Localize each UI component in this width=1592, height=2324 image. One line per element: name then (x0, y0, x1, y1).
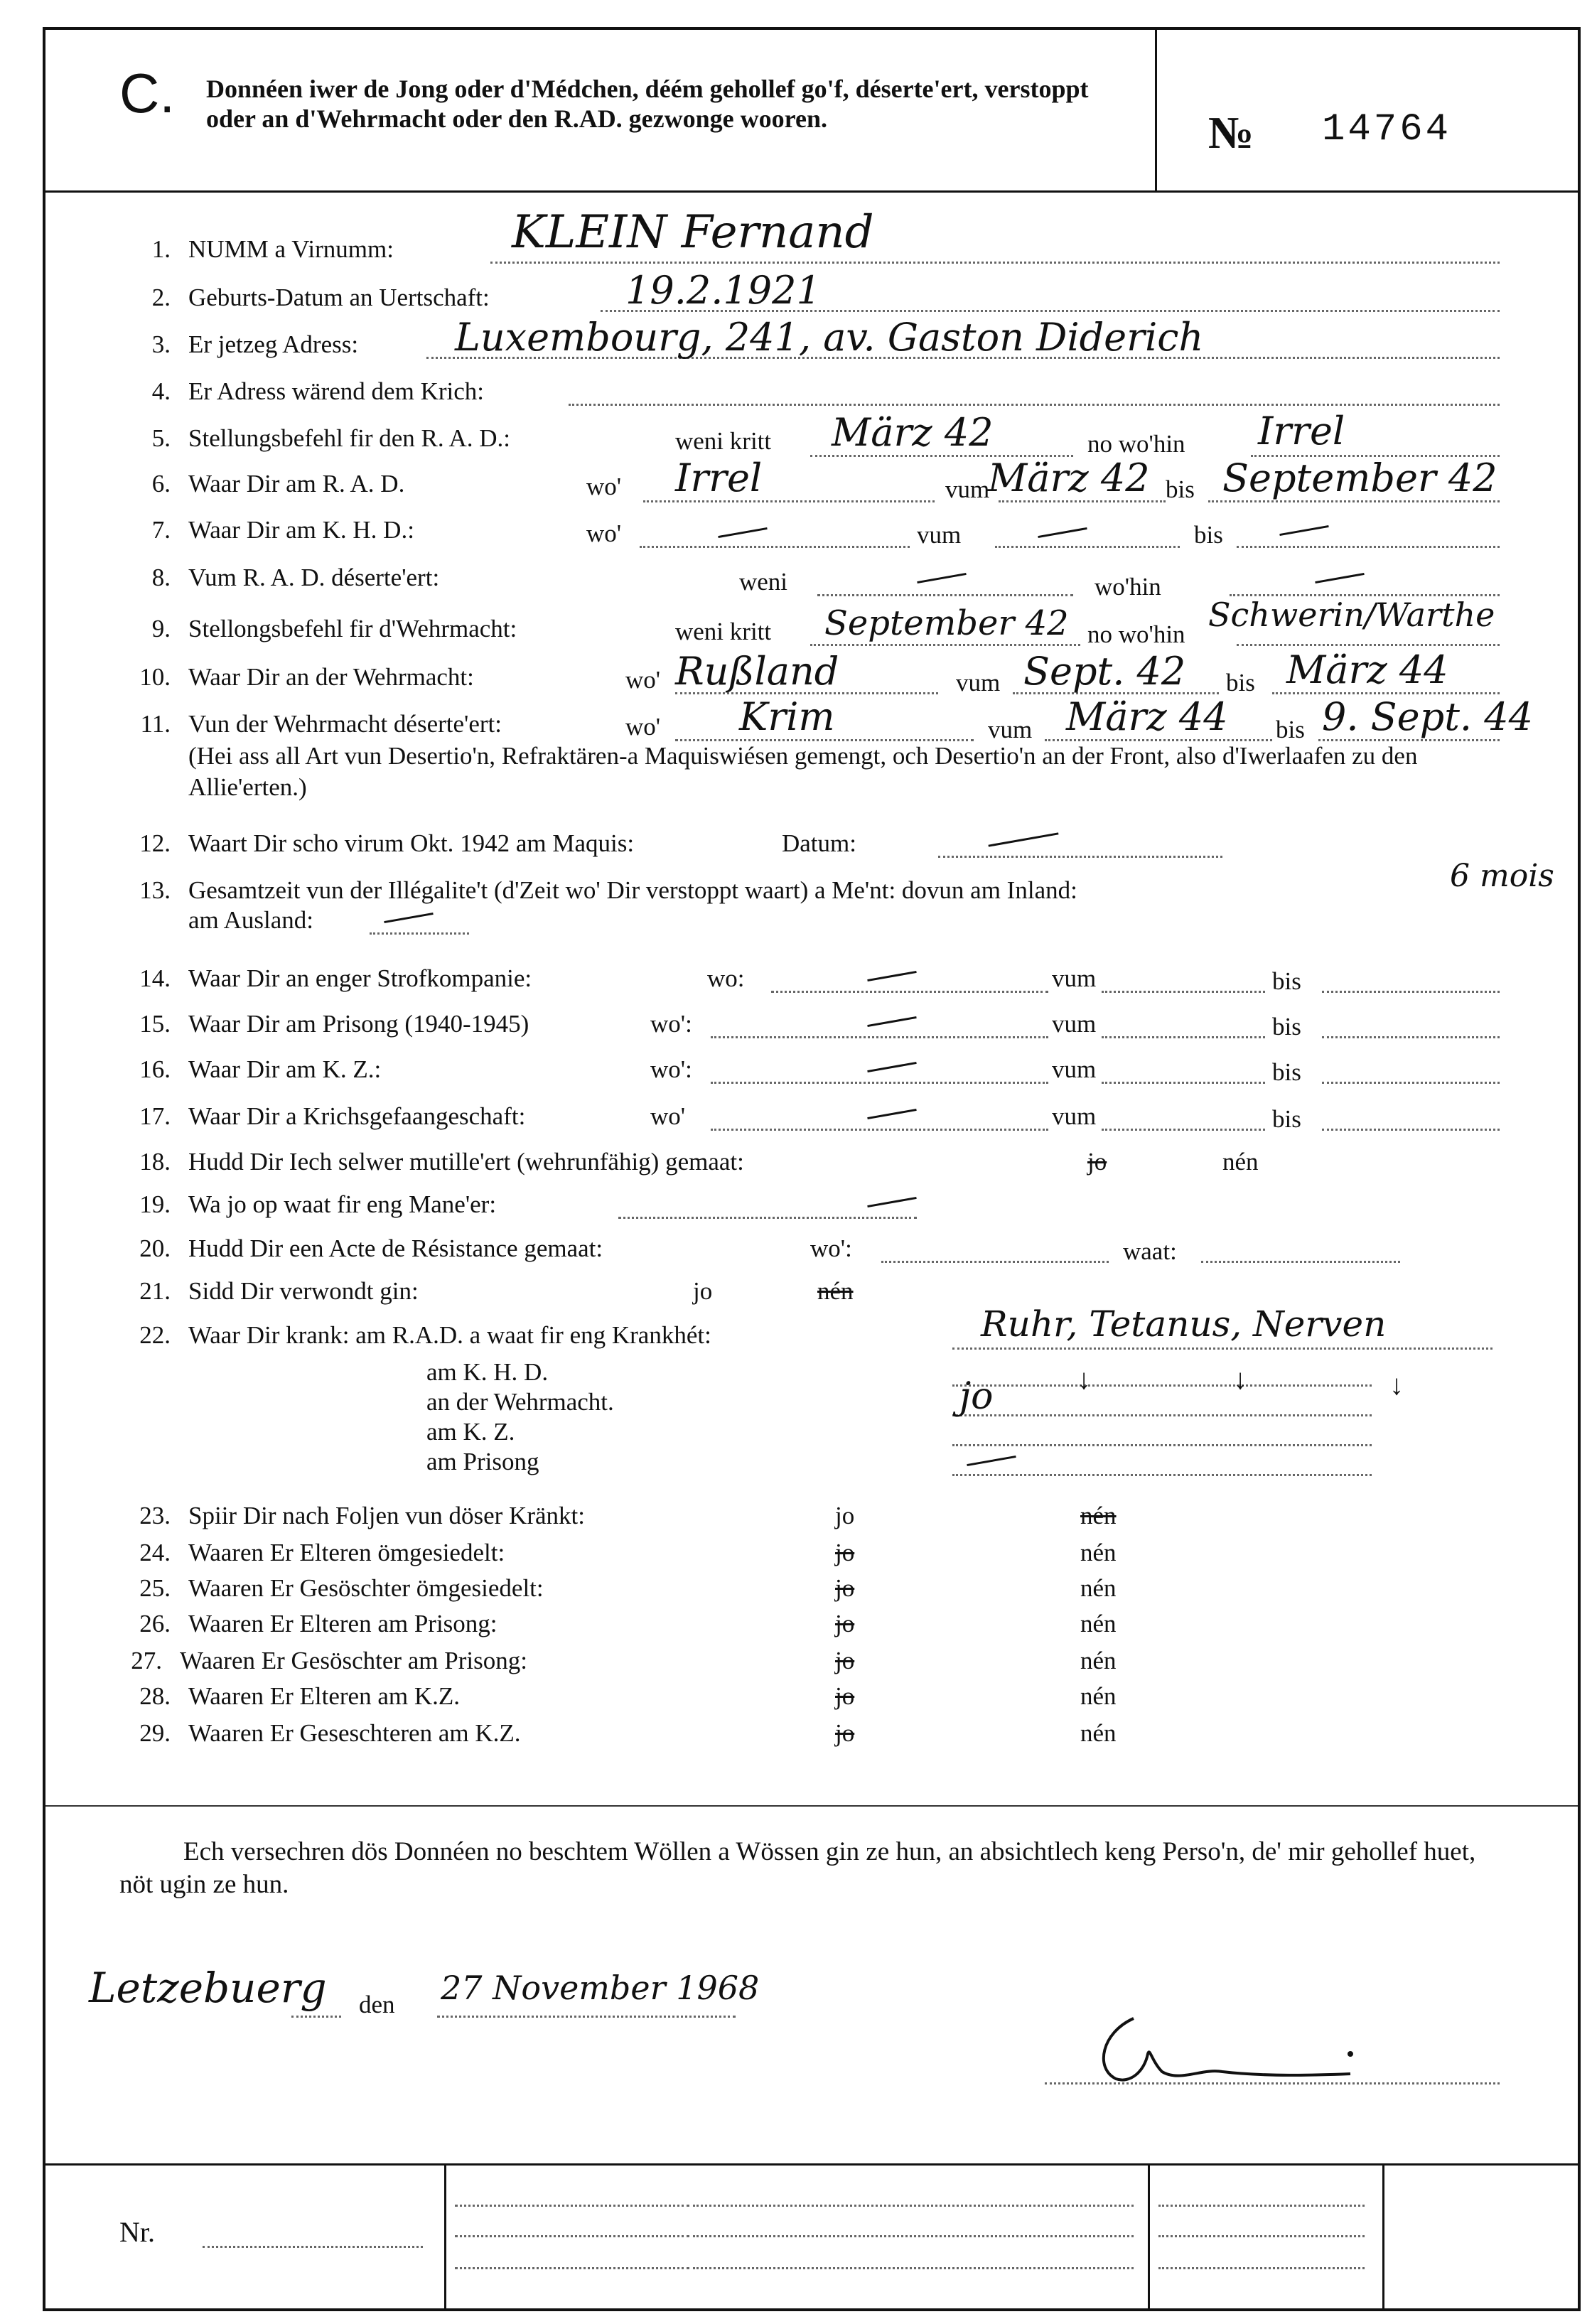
answer-line (711, 1129, 1048, 1131)
sub-label: am K. H. D. (426, 1358, 549, 1386)
answer-line (1322, 1036, 1500, 1038)
sub-label: am K. Z. (426, 1418, 515, 1446)
field-label: bis (1272, 1013, 1301, 1040)
item-label: Vun der Wehrmacht déserte'ert: (188, 710, 502, 738)
item-label: Stellongsbefehl fir d'Wehrmacht: (188, 615, 517, 642)
option-yes-struck: jo (835, 1574, 855, 1602)
answer-line (952, 1384, 1372, 1387)
answer-to: September 42 (1222, 456, 1497, 500)
option-yes-struck: jo (835, 1647, 855, 1674)
den-label: den (359, 1991, 395, 2018)
field-label: wo' (586, 473, 622, 500)
item-label: Waar Dir am K. H. D.: (188, 516, 414, 544)
answer-line (569, 404, 1500, 406)
answer-line (952, 1347, 1492, 1350)
answer-line (640, 546, 910, 548)
answer-line (618, 1217, 917, 1219)
item-label: Waaren Er Gesöschter am Prisong: (180, 1647, 527, 1674)
option-yes-struck: jo (835, 1539, 855, 1566)
answer-line (952, 1414, 1372, 1416)
option-no: nén (1080, 1610, 1117, 1637)
item-label: Waaren Er Gesöschter ömgesiedelt: (188, 1574, 544, 1602)
field-label: wo': (650, 1010, 692, 1038)
item-number: 8. (151, 564, 171, 591)
item-number: 7. (151, 516, 171, 544)
answer-line (1102, 1129, 1265, 1131)
item-label: Waar Dir krank: am R.A.D. a waat fir eng Krankhét: (188, 1321, 711, 1349)
item-label: Waar Dir an der Wehrmacht: (188, 663, 474, 691)
field-label: bis (1276, 716, 1305, 743)
answer-from: März 42 (988, 456, 1150, 500)
field-label: no wo'hin (1087, 430, 1185, 458)
item-number: 22. (139, 1321, 171, 1349)
answer-line (999, 500, 1166, 502)
footer-dotted (693, 2267, 1134, 2269)
item-number: 12. (139, 829, 171, 857)
answer-line (490, 262, 1500, 264)
arrow-down-icon: ↓ (1389, 1369, 1404, 1401)
answer-line (1102, 1082, 1265, 1084)
item-number: 21. (139, 1277, 171, 1305)
field-label: weni (739, 568, 788, 596)
item-number: 29. (139, 1719, 171, 1747)
answer-when: März 42 (832, 410, 994, 455)
answer-line (1322, 1129, 1500, 1131)
answer-line (1102, 991, 1265, 993)
answer-line (711, 1036, 1048, 1038)
item-label: NUMM a Virnumm: (188, 235, 394, 263)
option-no: nén (1080, 1719, 1117, 1747)
item-label: Hudd Dir een Acte de Résistance gemaat: (188, 1234, 603, 1262)
item-number: 24. (139, 1539, 171, 1566)
item-label: Er Adress wärend dem Krich: (188, 377, 484, 405)
option-no: nén (1222, 1148, 1259, 1176)
option-yes-struck: jo (835, 1610, 855, 1637)
arrow-down-icon: ↓ (1077, 1363, 1091, 1395)
option-yes-struck: jo (1087, 1148, 1107, 1176)
field-label: vum (1052, 1010, 1097, 1038)
answer-line (771, 991, 1048, 993)
field-label: wo' (586, 520, 622, 547)
answer-line (1322, 991, 1500, 993)
sub-label: an der Wehrmacht. (426, 1388, 614, 1416)
field-label: vum (988, 716, 1033, 743)
footer-dotted (455, 2267, 689, 2269)
answer-line (995, 546, 1180, 548)
answer-where: Irrel (675, 456, 763, 500)
item-number: 27. (131, 1647, 162, 1674)
field-label: vum (956, 669, 1001, 696)
item-number: 5. (151, 424, 171, 452)
footer-column-divider (1382, 2163, 1384, 2311)
item-number: 16. (139, 1055, 171, 1083)
answer-line (952, 1474, 1372, 1476)
option-yes-struck: jo (835, 1682, 855, 1710)
field-label: bis (1272, 967, 1301, 995)
item-number: 9. (151, 615, 171, 642)
answer-to: 9. Sept. 44 (1322, 694, 1533, 739)
answer-line (938, 856, 1222, 858)
item-label: Waaren Er Elteren am K.Z. (188, 1682, 460, 1710)
field-label: weni kritt (675, 427, 772, 455)
answer-where: Irrel (1258, 409, 1345, 453)
field-label: vum (1052, 964, 1097, 992)
item-label: Waar Dir an enger Strofkompanie: (188, 964, 532, 992)
footer-dotted (455, 2235, 689, 2237)
item-number: 11. (140, 710, 171, 738)
item-number: 3. (151, 330, 171, 358)
section-title: Donnéen iwer de Jong oder d'Médchen, déém gehollef go'f, déserte'ert, verstoppt oder an d'Wehrmacht oder den R.AD. gezwonge wooren. (206, 75, 1089, 133)
declaration-text: Ech versechren dös Donnéen no beschtem Wöllen a Wössen gin ze hun, an absichtlech keng Perso'n, de' mir gehollef huet, nöt ugin ze hun. (119, 1837, 1476, 1899)
answer-birth: 19.2.1921 (625, 268, 821, 313)
footer-dotted (693, 2205, 1134, 2207)
item-note: (Hei ass all Art vun Desertio'n, Refraktären-a Maquiswiésen gemengt, och Desertio'n an der Front, also d'Iwerlaafen zu den Allie'erten.) (188, 742, 1418, 801)
field-label: weni kritt (675, 618, 772, 645)
answer-wehrmacht-ill: jo (959, 1375, 994, 1418)
signature-date: 27 November 1968 (441, 1969, 760, 2007)
option-no: nén (1080, 1574, 1117, 1602)
footer-divider (45, 2163, 1578, 2166)
item-number: 23. (139, 1502, 171, 1529)
number-sign: № (1208, 107, 1254, 158)
answer-illness: Ruhr, Tetanus, Nerven (981, 1303, 1387, 1345)
answer-line (881, 1261, 1109, 1263)
field-label: wo: (707, 964, 745, 992)
item-label: Waaren Er Geseschteren am K.Z. (188, 1719, 521, 1747)
signature-line (1045, 2082, 1500, 2084)
item-number: 10. (139, 663, 171, 691)
footer-dotted (693, 2235, 1134, 2237)
arrow-down-icon: ↓ (1233, 1363, 1247, 1395)
answer-line (1237, 546, 1500, 548)
answer-line (810, 644, 1080, 646)
answer-address: Luxembourg, 241, av. Gaston Diderich (455, 315, 1204, 360)
option-no-struck: nén (1080, 1502, 1117, 1529)
item-label: Sidd Dir verwondt gin: (188, 1277, 419, 1305)
item-label: Geburts-Datum an Uertschaft: (188, 284, 490, 311)
item-number: 20. (139, 1234, 171, 1262)
section-divider (45, 1805, 1578, 1807)
answer-from: Sept. 42 (1023, 649, 1186, 694)
nr-label: Nr. (119, 2216, 155, 2248)
answer-inland: 6 mois (1450, 858, 1554, 894)
field-label: Datum: (782, 829, 856, 857)
item-label: Spiir Dir nach Foljen vun döser Kränkt: (188, 1502, 585, 1529)
answer-line (1237, 644, 1500, 646)
item-number: 14. (139, 964, 171, 992)
answer-line (1322, 1082, 1500, 1084)
item-label-secondary: am Ausland: (188, 906, 313, 934)
option-yes: jo (835, 1502, 855, 1529)
answer-line (643, 500, 935, 502)
item-label: Waaren Er Elteren ömgesiedelt: (188, 1539, 505, 1566)
footer-column-divider (444, 2163, 446, 2311)
answer-line (437, 2016, 736, 2018)
item-label: Stellungsbefehl fir den R. A. D.: (188, 424, 511, 452)
item-number: 26. (139, 1610, 171, 1637)
answer-name: KLEIN Fernand (512, 206, 874, 259)
item-label: Waar Dir a Krichsgefaangeschaft: (188, 1102, 526, 1130)
footer-dotted (1158, 2235, 1365, 2237)
field-label: vum (1052, 1102, 1097, 1130)
answer-line (291, 2016, 341, 2018)
item-label: Waar Dir am Prisong (1940-1945) (188, 1010, 529, 1038)
item-label: Wa jo op waat fir eng Mane'er: (188, 1190, 497, 1218)
option-yes: jo (693, 1277, 713, 1305)
answer-from: März 44 (1066, 694, 1228, 739)
answer-line (1208, 500, 1500, 502)
field-label: bis (1272, 1105, 1301, 1133)
answer-line (370, 932, 469, 935)
answer-line (1102, 1036, 1265, 1038)
option-yes-struck: jo (835, 1719, 855, 1747)
footer-dotted (1158, 2205, 1365, 2207)
item-number: 1. (151, 235, 171, 263)
item-number: 19. (139, 1190, 171, 1218)
footer-dotted (455, 2205, 689, 2207)
item-number: 15. (139, 1010, 171, 1038)
answer-when: September 42 (824, 603, 1069, 643)
field-label: wo' (650, 1102, 686, 1130)
field-label: wo'hin (1094, 573, 1161, 601)
signature-place: Letzebuerg (89, 1964, 327, 2012)
item-label: Gesamtzeit vun der Illégalite't (d'Zeit wo' Dir verstoppt waart) a Me'nt: dovun am Inland: (188, 876, 1077, 904)
answer-to: März 44 (1286, 647, 1448, 692)
field-label: bis (1272, 1058, 1301, 1086)
field-label: bis (1166, 475, 1195, 503)
option-no: nén (1080, 1682, 1117, 1710)
answer-where: Schwerin/Warthe (1208, 596, 1495, 634)
item-number: 4. (151, 377, 171, 405)
item-label: Er jetzeg Adress: (188, 330, 359, 358)
answer-where: Krim (739, 694, 835, 739)
item-number: 17. (139, 1102, 171, 1130)
header-vertical-divider (1155, 30, 1157, 192)
field-label: waat: (1123, 1237, 1177, 1265)
field-label: vum (917, 521, 962, 549)
option-no: nén (1080, 1647, 1117, 1674)
field-label: vum (945, 475, 990, 503)
field-label: bis (1226, 669, 1255, 696)
field-label: no wo'hin (1087, 620, 1185, 648)
item-number: 13. (139, 876, 171, 904)
header-divider (45, 190, 1578, 193)
answer-line (952, 1444, 1372, 1446)
nr-line (203, 2246, 423, 2248)
item-label: Waar Dir am K. Z.: (188, 1055, 382, 1083)
field-label: wo' (625, 713, 661, 741)
sub-label: am Prisong (426, 1448, 539, 1475)
field-label: wo': (650, 1055, 692, 1083)
signature-mark (1080, 2004, 1450, 2089)
answer-where: Rußland (675, 649, 839, 694)
answer-line (817, 594, 1073, 596)
option-no-struck: nén (817, 1277, 854, 1305)
form-number: 14764 (1322, 108, 1452, 151)
answer-line (1201, 1261, 1400, 1263)
item-label: Hudd Dir Iech selwer mutille'ert (wehrunfähig) gemaat: (188, 1148, 744, 1176)
item-label: Vum R. A. D. déserte'ert: (188, 564, 440, 591)
answer-line (711, 1082, 1048, 1084)
item-number: 28. (139, 1682, 171, 1710)
item-label: Waar Dir am R. A. D. (188, 470, 405, 497)
item-number: 6. (151, 470, 171, 497)
field-label: wo' (625, 666, 661, 694)
option-no: nén (1080, 1539, 1117, 1566)
item-number: 25. (139, 1574, 171, 1602)
field-label: bis (1194, 521, 1223, 549)
footer-dotted (1158, 2267, 1365, 2269)
footer-column-divider (1148, 2163, 1150, 2311)
item-number: 18. (139, 1148, 171, 1176)
item-label: Waart Dir scho virum Okt. 1942 am Maquis: (188, 829, 635, 857)
item-label: Waaren Er Elteren am Prisong: (188, 1610, 498, 1637)
section-letter: C. (119, 62, 175, 124)
item-number: 2. (151, 284, 171, 311)
field-label: wo': (810, 1234, 852, 1262)
field-label: vum (1052, 1055, 1097, 1083)
